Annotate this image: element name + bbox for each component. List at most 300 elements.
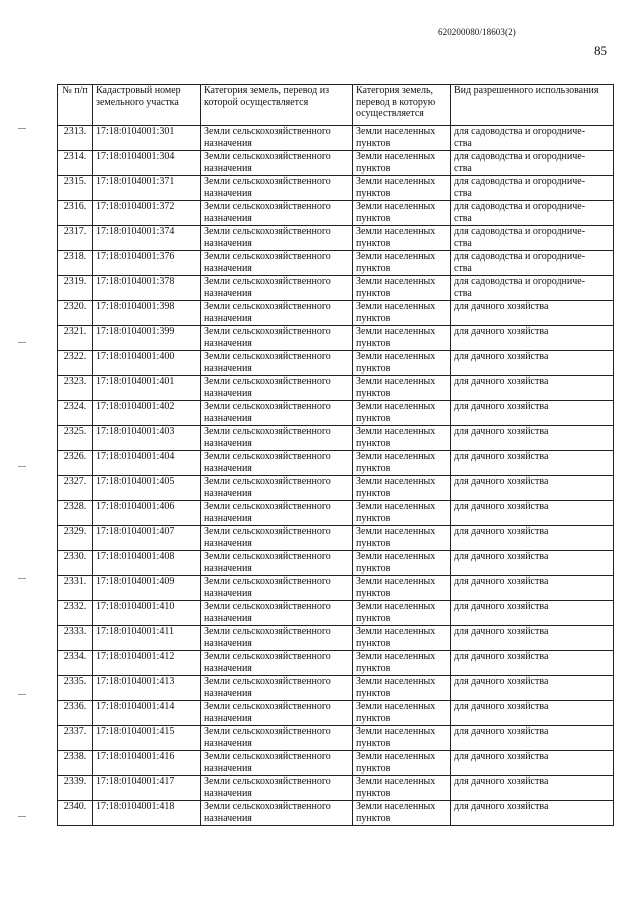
table-row (58, 801, 614, 826)
cadastral-number: 17:18:0104001:416 (93, 751, 201, 776)
permitted-use (451, 151, 614, 176)
line: Земли сельскохозяйственного (204, 326, 331, 337)
line: для дачного хозяйства (454, 501, 549, 512)
line: назначения (204, 262, 252, 274)
category-to (353, 351, 451, 376)
cadastral-number: 17:18:0104001:408 (93, 551, 201, 576)
category-from (201, 701, 353, 726)
line: пунктов (356, 687, 391, 699)
category-from (201, 351, 353, 376)
category-from (201, 801, 353, 826)
permitted-use (451, 526, 614, 551)
line: пунктов (356, 287, 391, 299)
table-row (58, 501, 614, 526)
permitted-use (451, 801, 614, 826)
category-to (353, 451, 451, 476)
line: Земли населенных (356, 226, 436, 237)
table-row (58, 176, 614, 201)
cadastral-number: 17:18:0104001:407 (93, 526, 201, 551)
line: пунктов (356, 762, 391, 774)
category-to (353, 501, 451, 526)
cadastral-number: 17:18:0104001:403 (93, 426, 201, 451)
permitted-use (451, 176, 614, 201)
permitted-use (451, 576, 614, 601)
line: Земли сельскохозяйственного (204, 451, 331, 462)
permitted-use (451, 751, 614, 776)
cadastral-number: 17:18:0104001:400 (93, 351, 201, 376)
line: назначения (204, 187, 252, 199)
line: пунктов (356, 237, 391, 249)
line: пунктов (356, 812, 391, 824)
row-number: 2333. (58, 626, 93, 651)
line: назначения (204, 612, 252, 624)
line: для дачного хозяйства (454, 651, 549, 662)
line: Земли населенных (356, 651, 436, 662)
line: Земли сельскохозяйственного (204, 301, 331, 312)
line: Земли населенных (356, 401, 436, 412)
line: назначения (204, 762, 252, 774)
line: ства (454, 137, 472, 149)
line: Земли населенных (356, 551, 436, 562)
line: ства (454, 162, 472, 174)
line: пунктов (356, 437, 391, 449)
table-row (58, 726, 614, 751)
category-to (353, 476, 451, 501)
margin-mark (18, 128, 26, 129)
line: Земли населенных (356, 676, 436, 687)
line: назначения (204, 662, 252, 674)
line: Земли населенных (356, 576, 436, 587)
line: Земли населенных (356, 376, 436, 387)
line: пунктов (356, 337, 391, 349)
category-from (201, 326, 353, 351)
category-to (353, 676, 451, 701)
category-to (353, 226, 451, 251)
line: для дачного хозяйства (454, 376, 549, 387)
margin-mark (18, 816, 26, 817)
category-to (353, 401, 451, 426)
line: Земли сельскохозяйственного (204, 501, 331, 512)
category-from (201, 151, 353, 176)
cadastral-number: 17:18:0104001:413 (93, 676, 201, 701)
table-row (58, 151, 614, 176)
category-from (201, 726, 353, 751)
line: назначения (204, 137, 252, 149)
table-header-row (58, 85, 614, 126)
row-number: 2325. (58, 426, 93, 451)
row-number: 2322. (58, 351, 93, 376)
category-to (353, 801, 451, 826)
permitted-use (451, 426, 614, 451)
line: для садоводства и огородниче- (454, 126, 586, 137)
table-row (58, 626, 614, 651)
category-from (201, 651, 353, 676)
header-permitted-use: Вид разрешенного использования (451, 85, 614, 126)
table-row (58, 201, 614, 226)
category-to (353, 251, 451, 276)
category-to (353, 751, 451, 776)
line: Земли населенных (356, 251, 436, 262)
permitted-use (451, 201, 614, 226)
line: пунктов (356, 637, 391, 649)
category-from (201, 751, 353, 776)
line: пунктов (356, 387, 391, 399)
row-number: 2332. (58, 601, 93, 626)
line: ства (454, 212, 472, 224)
line: Земли населенных (356, 476, 436, 487)
line: назначения (204, 637, 252, 649)
cadastral-number: 17:18:0104001:410 (93, 601, 201, 626)
table-row (58, 226, 614, 251)
line: Земли сельскохозяйственного (204, 126, 331, 137)
row-number: 2314. (58, 151, 93, 176)
margin-mark (18, 578, 26, 579)
row-number: 2337. (58, 726, 93, 751)
row-number: 2330. (58, 551, 93, 576)
header-category-from: Категория земель, перевод из которой осуществляется (201, 85, 353, 126)
table-row (58, 476, 614, 501)
cadastral-number: 17:18:0104001:404 (93, 451, 201, 476)
line: назначения (204, 587, 252, 599)
row-number: 2339. (58, 776, 93, 801)
category-from (201, 251, 353, 276)
category-from (201, 451, 353, 476)
table-row (58, 676, 614, 701)
line: Земли сельскохозяйственного (204, 251, 331, 262)
line: назначения (204, 487, 252, 499)
row-number: 2328. (58, 501, 93, 526)
cadastral-number: 17:18:0104001:376 (93, 251, 201, 276)
category-to (353, 326, 451, 351)
line: для садоводства и огородниче- (454, 276, 586, 287)
land-plots-table (57, 84, 614, 826)
cadastral-number: 17:18:0104001:374 (93, 226, 201, 251)
table-row (58, 551, 614, 576)
line: Земли населенных (356, 276, 436, 287)
page-number: 85 (594, 43, 607, 58)
line: для дачного хозяйства (454, 451, 549, 462)
line: ства (454, 287, 472, 299)
line: Земли сельскохозяйственного (204, 551, 331, 562)
category-from (201, 126, 353, 151)
category-from (201, 476, 353, 501)
category-from (201, 626, 353, 651)
line: пунктов (356, 587, 391, 599)
table-row (58, 426, 614, 451)
line: для садоводства и огородниче- (454, 251, 586, 262)
line: Земли населенных (356, 726, 436, 737)
table-row (58, 376, 614, 401)
category-to (353, 551, 451, 576)
margin-mark (18, 466, 26, 467)
permitted-use (451, 776, 614, 801)
row-number: 2317. (58, 226, 93, 251)
line: назначения (204, 387, 252, 399)
margin-mark (18, 342, 26, 343)
line: Земли сельскохозяйственного (204, 426, 331, 437)
line: назначения (204, 787, 252, 799)
category-from (201, 301, 353, 326)
line: Земли населенных (356, 751, 436, 762)
cadastral-number: 17:18:0104001:406 (93, 501, 201, 526)
table-row (58, 251, 614, 276)
line: для дачного хозяйства (454, 326, 549, 337)
line: Земли населенных (356, 451, 436, 462)
header-cadastral-number: Кадастровый номер земельного участка (93, 85, 201, 126)
line: Земли сельскохозяйственного (204, 201, 331, 212)
line: пунктов (356, 562, 391, 574)
line: Земли сельскохозяйственного (204, 576, 331, 587)
line: пунктов (356, 612, 391, 624)
cadastral-number: 17:18:0104001:417 (93, 776, 201, 801)
line: для дачного хозяйства (454, 301, 549, 312)
line: для дачного хозяйства (454, 576, 549, 587)
table-row (58, 126, 614, 151)
line: для садоводства и огородниче- (454, 226, 586, 237)
category-from (201, 276, 353, 301)
category-to (353, 626, 451, 651)
category-to (353, 176, 451, 201)
category-to (353, 301, 451, 326)
permitted-use (451, 451, 614, 476)
cadastral-number: 17:18:0104001:411 (93, 626, 201, 651)
cadastral-number: 17:18:0104001:378 (93, 276, 201, 301)
row-number: 2327. (58, 476, 93, 501)
table-row (58, 351, 614, 376)
line: для дачного хозяйства (454, 626, 549, 637)
cadastral-number: 17:18:0104001:301 (93, 126, 201, 151)
line: Земли сельскохозяйственного (204, 401, 331, 412)
category-to (353, 201, 451, 226)
category-from (201, 551, 353, 576)
row-number: 2340. (58, 801, 93, 826)
permitted-use (451, 726, 614, 751)
category-to (353, 776, 451, 801)
line: для дачного хозяйства (454, 801, 549, 812)
line: пунктов (356, 712, 391, 724)
line: для дачного хозяйства (454, 751, 549, 762)
line: для дачного хозяйства (454, 726, 549, 737)
cadastral-number: 17:18:0104001:399 (93, 326, 201, 351)
row-number: 2316. (58, 201, 93, 226)
category-to (353, 576, 451, 601)
category-from (201, 576, 353, 601)
table-row (58, 601, 614, 626)
line: пунктов (356, 462, 391, 474)
line: для дачного хозяйства (454, 701, 549, 712)
row-number: 2329. (58, 526, 93, 551)
row-number: 2335. (58, 676, 93, 701)
line: пунктов (356, 487, 391, 499)
line: пунктов (356, 162, 391, 174)
category-to (353, 726, 451, 751)
table-row (58, 526, 614, 551)
line: Земли населенных (356, 151, 436, 162)
table-row (58, 326, 614, 351)
line: пунктов (356, 787, 391, 799)
line: для дачного хозяйства (454, 601, 549, 612)
category-from (201, 601, 353, 626)
cadastral-number: 17:18:0104001:402 (93, 401, 201, 426)
line: Земли сельскохозяйственного (204, 626, 331, 637)
category-from (201, 676, 353, 701)
permitted-use (451, 251, 614, 276)
line: Земли населенных (356, 801, 436, 812)
line: пунктов (356, 212, 391, 224)
line: Земли населенных (356, 126, 436, 137)
category-from (201, 501, 353, 526)
permitted-use (451, 676, 614, 701)
line: Земли населенных (356, 501, 436, 512)
table-row (58, 776, 614, 801)
line: Земли населенных (356, 701, 436, 712)
cadastral-number: 17:18:0104001:415 (93, 726, 201, 751)
line: Земли сельскохозяйственного (204, 226, 331, 237)
line: Земли населенных (356, 301, 436, 312)
line: Земли сельскохозяйственного (204, 651, 331, 662)
category-from (201, 426, 353, 451)
permitted-use (451, 476, 614, 501)
permitted-use (451, 601, 614, 626)
permitted-use (451, 126, 614, 151)
line: для дачного хозяйства (454, 551, 549, 562)
line: пунктов (356, 412, 391, 424)
line: назначения (204, 462, 252, 474)
line: назначения (204, 437, 252, 449)
table-row (58, 576, 614, 601)
line: Земли сельскохозяйственного (204, 726, 331, 737)
category-to (353, 426, 451, 451)
margin-mark (18, 694, 26, 695)
line: Земли населенных (356, 776, 436, 787)
line: Земли сельскохозяйственного (204, 776, 331, 787)
line: пунктов (356, 662, 391, 674)
line: назначения (204, 162, 252, 174)
line: для дачного хозяйства (454, 476, 549, 487)
line: назначения (204, 337, 252, 349)
line: Земли населенных (356, 326, 436, 337)
line: Земли сельскохозяйственного (204, 176, 331, 187)
line: Земли населенных (356, 426, 436, 437)
line: назначения (204, 237, 252, 249)
line: назначения (204, 412, 252, 424)
category-to (353, 376, 451, 401)
row-number: 2318. (58, 251, 93, 276)
permitted-use (451, 701, 614, 726)
permitted-use (451, 551, 614, 576)
category-from (201, 401, 353, 426)
line: для садоводства и огородниче- (454, 176, 586, 187)
line: для дачного хозяйства (454, 351, 549, 362)
line: Земли сельскохозяйственного (204, 801, 331, 812)
category-to (353, 601, 451, 626)
category-from (201, 201, 353, 226)
table-row (58, 451, 614, 476)
line: пунктов (356, 137, 391, 149)
line: назначения (204, 562, 252, 574)
line: для дачного хозяйства (454, 776, 549, 787)
line: пунктов (356, 737, 391, 749)
row-number: 2326. (58, 451, 93, 476)
line: Земли населенных (356, 201, 436, 212)
line: Земли сельскохозяйственного (204, 151, 331, 162)
cadastral-number: 17:18:0104001:414 (93, 701, 201, 726)
line: Земли населенных (356, 626, 436, 637)
category-to (353, 701, 451, 726)
category-from (201, 776, 353, 801)
permitted-use (451, 376, 614, 401)
permitted-use (451, 651, 614, 676)
row-number: 2324. (58, 401, 93, 426)
line: для дачного хозяйства (454, 526, 549, 537)
row-number: 2319. (58, 276, 93, 301)
line: пунктов (356, 362, 391, 374)
header-category-to: Категория земель, перевод в которую осуществляется (353, 85, 451, 126)
line: назначения (204, 712, 252, 724)
category-from (201, 376, 353, 401)
cadastral-number: 17:18:0104001:371 (93, 176, 201, 201)
line: ства (454, 187, 472, 199)
permitted-use (451, 501, 614, 526)
line: назначения (204, 537, 252, 549)
category-from (201, 176, 353, 201)
line: пунктов (356, 312, 391, 324)
category-from (201, 526, 353, 551)
line: назначения (204, 812, 252, 824)
line: Земли сельскохозяйственного (204, 476, 331, 487)
cadastral-number: 17:18:0104001:409 (93, 576, 201, 601)
line: Земли сельскохозяйственного (204, 376, 331, 387)
permitted-use (451, 401, 614, 426)
line: Земли сельскохозяйственного (204, 601, 331, 612)
row-number: 2338. (58, 751, 93, 776)
document-id: 620200080/18603(2) (438, 27, 516, 37)
line: пунктов (356, 537, 391, 549)
cadastral-number: 17:18:0104001:398 (93, 301, 201, 326)
line: для садоводства и огородниче- (454, 151, 586, 162)
table-row (58, 751, 614, 776)
line: Земли сельскохозяйственного (204, 701, 331, 712)
line: ства (454, 262, 472, 274)
line: Земли населенных (356, 176, 436, 187)
line: назначения (204, 287, 252, 299)
cadastral-number: 17:18:0104001:405 (93, 476, 201, 501)
permitted-use (451, 626, 614, 651)
table-row (58, 301, 614, 326)
table-row (58, 701, 614, 726)
cadastral-number: 17:18:0104001:418 (93, 801, 201, 826)
line: пунктов (356, 187, 391, 199)
row-number: 2313. (58, 126, 93, 151)
line: пунктов (356, 262, 391, 274)
line: ства (454, 237, 472, 249)
cadastral-number: 17:18:0104001:304 (93, 151, 201, 176)
header-number: № п/п (58, 85, 93, 126)
line: Земли сельскохозяйственного (204, 751, 331, 762)
category-to (353, 276, 451, 301)
permitted-use (451, 276, 614, 301)
line: для дачного хозяйства (454, 426, 549, 437)
line: Земли населенных (356, 601, 436, 612)
line: Земли сельскохозяйственного (204, 276, 331, 287)
permitted-use (451, 351, 614, 376)
line: назначения (204, 737, 252, 749)
row-number: 2336. (58, 701, 93, 726)
table-row (58, 276, 614, 301)
line: пунктов (356, 512, 391, 524)
permitted-use (451, 326, 614, 351)
row-number: 2331. (58, 576, 93, 601)
